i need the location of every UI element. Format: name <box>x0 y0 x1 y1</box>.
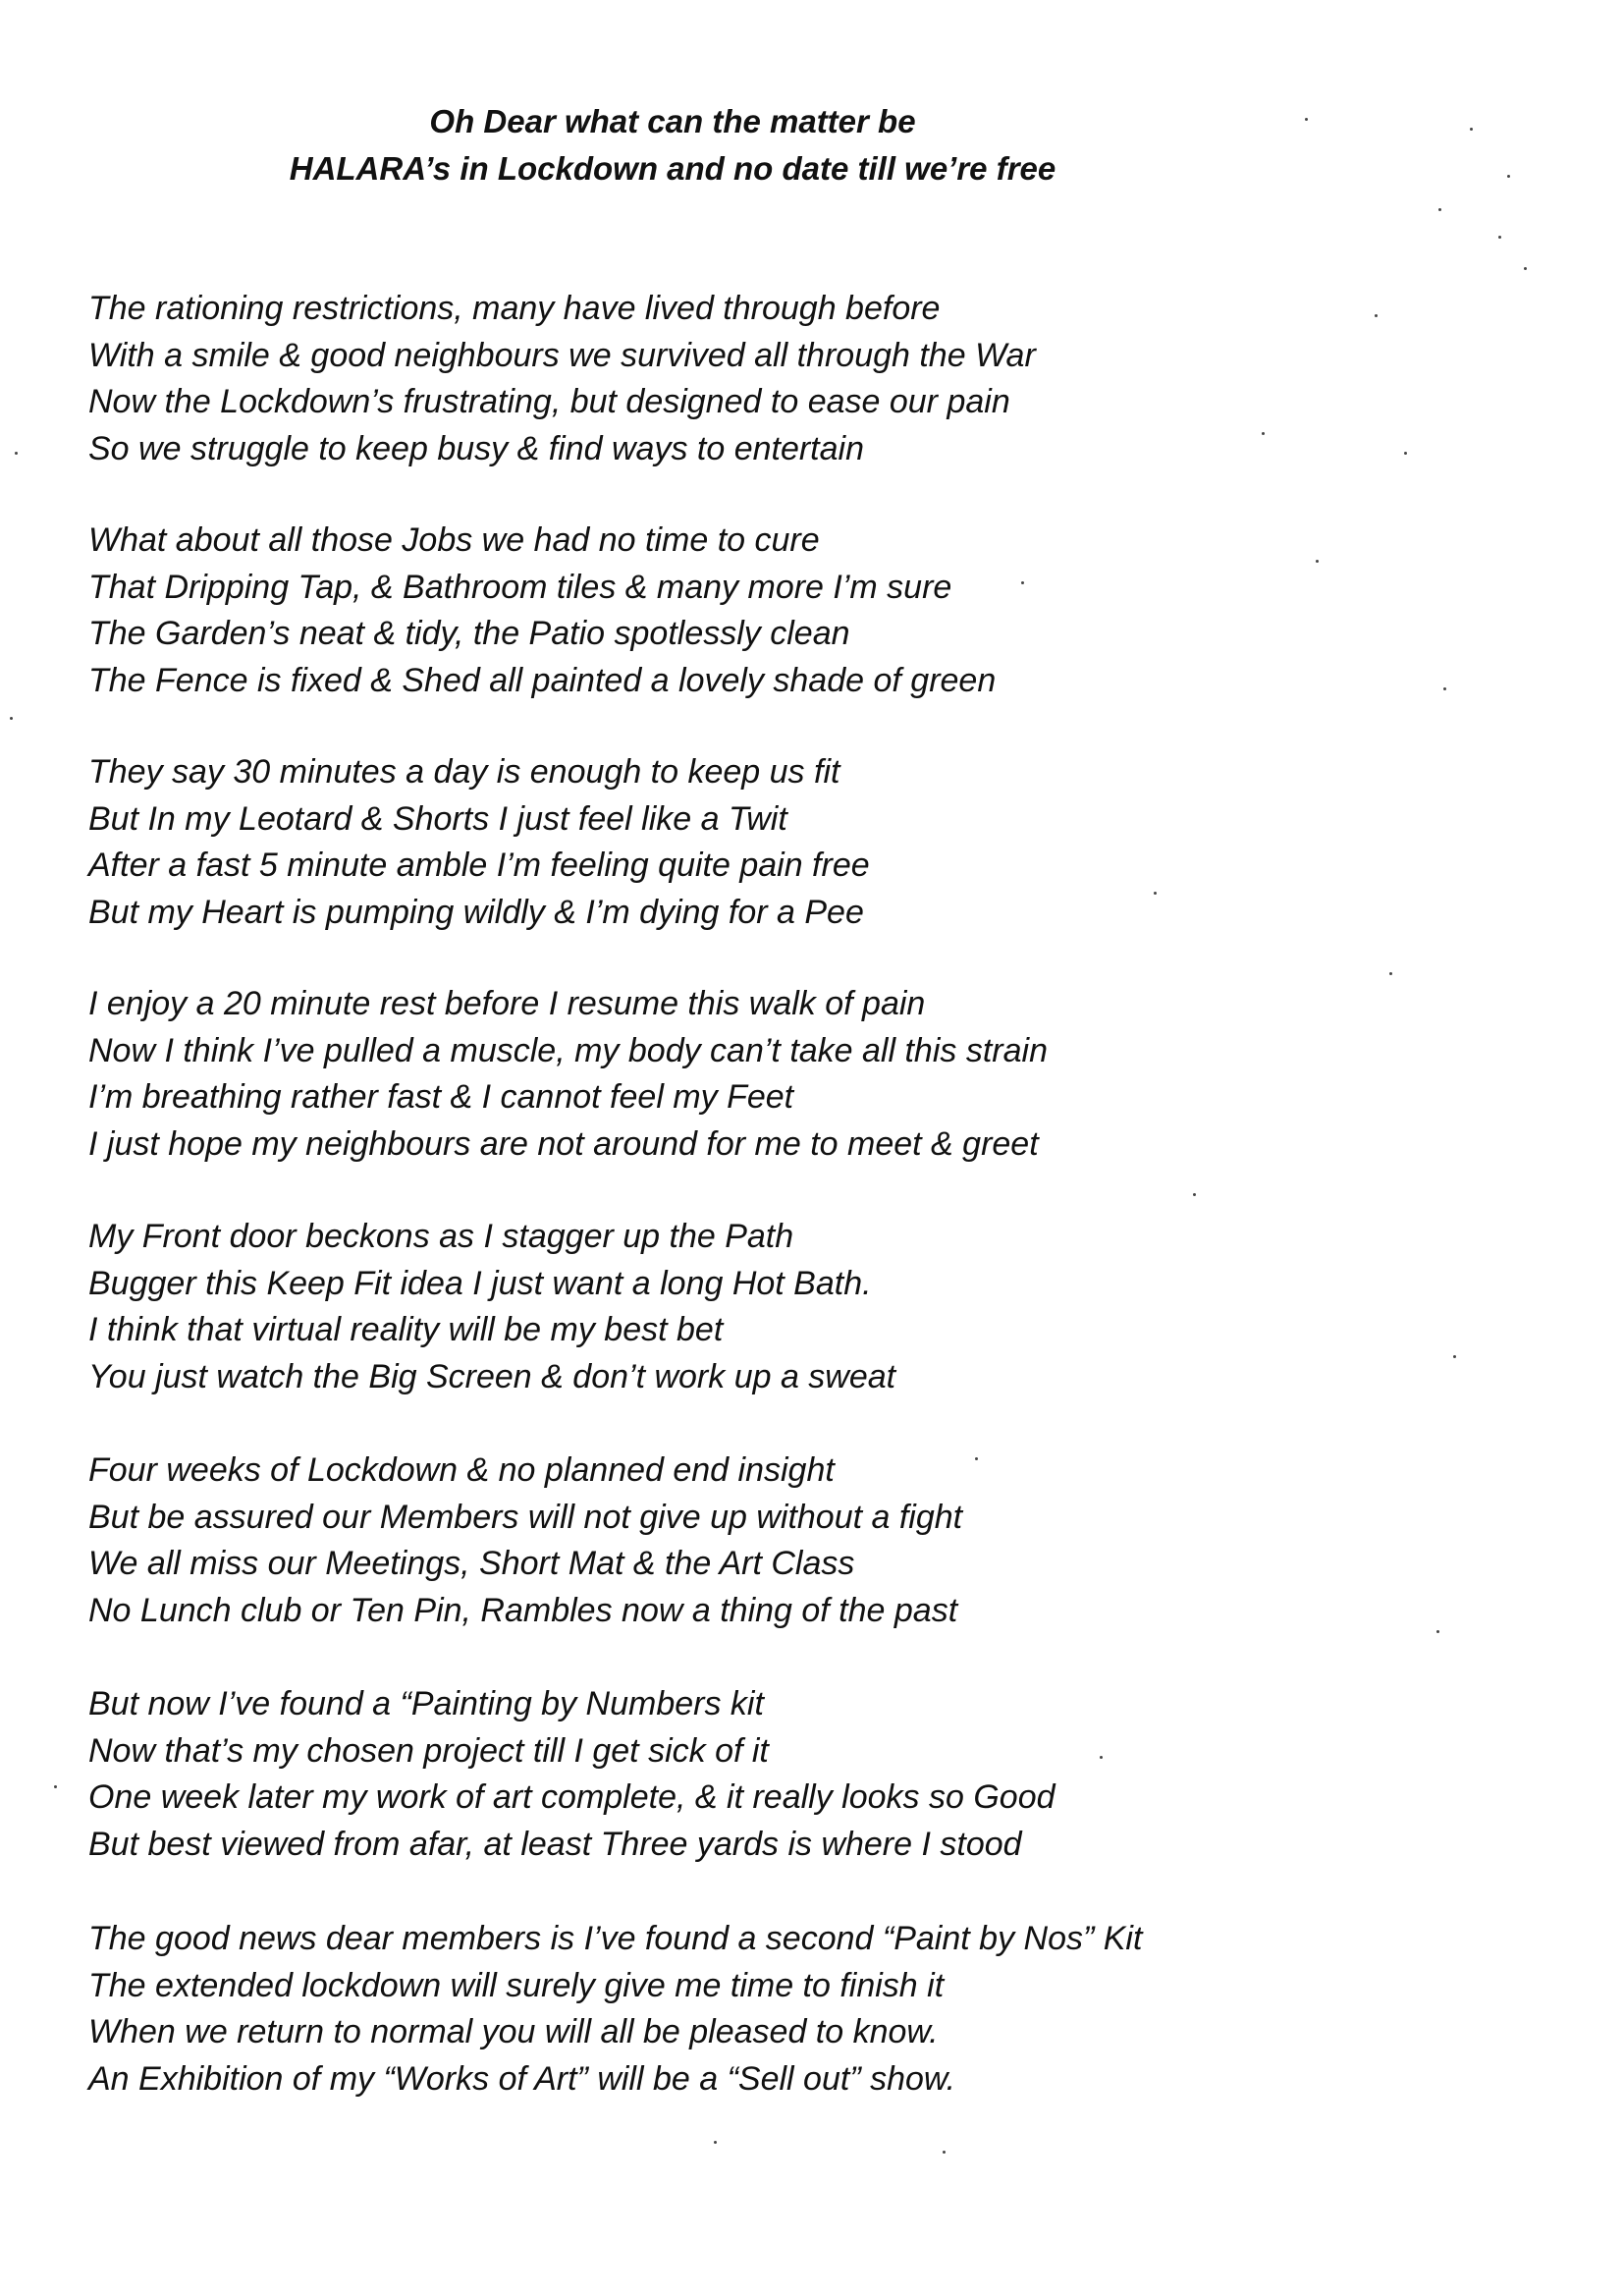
poem-line: But my Heart is pumping wildly & I’m dying for a Pee <box>88 893 864 931</box>
poem-line: No Lunch club or Ten Pin, Rambles now a thing of the past <box>88 1591 958 1629</box>
scan-speck <box>1436 1630 1439 1633</box>
scan-speck <box>714 2141 717 2144</box>
poem-line: So we struggle to keep busy & find ways to entertain <box>88 429 865 467</box>
poem-line: But best viewed from afar, at least Three yards is where I stood <box>88 1825 1022 1863</box>
poem-line: But In my Leotard & Shorts I just feel like a Twit <box>88 799 787 838</box>
scan-speck <box>1524 267 1527 270</box>
scan-speck <box>1021 581 1024 584</box>
poem-line: I enjoy a 20 minute rest before I resume this walk of pain <box>88 985 926 1022</box>
poem-line: What about all those Jobs we had no time to cure <box>88 521 820 559</box>
poem-line: After a fast 5 minute amble I’m feeling quite pain free <box>88 847 870 884</box>
poem-line: I’m breathing rather fast & I cannot feel my Feet <box>88 1078 794 1116</box>
scan-speck <box>1193 1193 1196 1196</box>
poem-line: That Dripping Tap, & Bathroom tiles & many more I’m sure <box>88 568 952 606</box>
poem-line: Bugger this Keep Fit idea I just want a long Hot Bath. <box>88 1264 872 1302</box>
poem-line: The rationing restrictions, many have lived through before <box>88 290 941 327</box>
title-line-2: HALARA’s in Lockdown and no date till we’re free <box>289 150 1056 187</box>
poem-line: Now I think I’ve pulled a muscle, my body can’t take all this strain <box>88 1031 1048 1069</box>
scan-speck <box>1375 314 1378 317</box>
poem-line: The extended lockdown will surely give me time to finish it <box>88 1966 945 2004</box>
stanza-6 <box>88 1448 962 1634</box>
poem-line: With a smile & good neighbours we survived all through the War <box>88 336 1036 374</box>
stanza-4 <box>88 981 1048 1168</box>
poem-line: The good news dear members is I’ve found a second “Paint by Nos” Kit <box>88 1920 1143 1957</box>
scan-speck <box>1100 1756 1103 1759</box>
poem-line: I just hope my neighbours are not around for me to meet & greet <box>88 1124 1039 1163</box>
scan-speck <box>1154 892 1157 895</box>
poem-line: An Exhibition of my “Works of Art” will be a “Sell out” show. <box>88 2059 956 2098</box>
stanza-8 <box>88 1916 1142 2103</box>
stanza-5 <box>88 1214 895 1400</box>
scan-speck <box>1498 236 1501 239</box>
poem-line: When we return to normal you will all be pleased to know. <box>88 2013 939 2050</box>
scan-speck <box>1404 452 1407 455</box>
scan-speck <box>943 2151 946 2154</box>
scan-speck <box>1316 560 1319 563</box>
scan-speck <box>1389 972 1392 975</box>
scan-speck <box>1305 118 1308 121</box>
poem-title <box>0 98 1345 192</box>
title-line-1: Oh Dear what can the matter be <box>429 103 916 139</box>
scan-speck <box>1438 208 1441 211</box>
scan-speck <box>1507 175 1510 178</box>
poem-line: Now the Lockdown’s frustrating, but designed to ease our pain <box>88 383 1010 420</box>
poem-line: But be assured our Members will not give up without a fight <box>88 1498 963 1536</box>
poem-line: One week later my work of art complete, & it really looks so Good <box>88 1778 1056 1816</box>
poem-line: Now that’s my chosen project till I get sick of it <box>88 1731 769 1770</box>
stanza-3 <box>88 749 870 936</box>
poem-line: Four weeks of Lockdown & no planned end insight <box>88 1451 835 1489</box>
stanza-7 <box>88 1681 1056 1868</box>
scan-speck <box>54 1785 57 1788</box>
scan-speck <box>1470 128 1473 131</box>
poem-line: But now I’ve found a “Painting by Numbers kit <box>88 1685 764 1722</box>
scan-speck <box>1262 432 1265 435</box>
scan-speck <box>10 717 13 720</box>
poem-line: You just watch the Big Screen & don’t work up a sweat <box>88 1357 896 1395</box>
stanza-1 <box>88 286 1036 472</box>
scan-speck <box>1453 1355 1456 1358</box>
poem-line: They say 30 minutes a day is enough to keep us fit <box>88 753 840 791</box>
scan-speck <box>1443 687 1446 690</box>
stanza-2 <box>88 518 996 704</box>
scan-speck <box>15 452 18 455</box>
poem-line: I think that virtual reality will be my best bet <box>88 1311 724 1348</box>
poem-line: My Front door beckons as I stagger up the Path <box>88 1218 794 1255</box>
poem-line: The Garden’s neat & tidy, the Patio spotlessly clean <box>88 615 850 652</box>
scan-speck <box>975 1457 978 1460</box>
poem-line: The Fence is fixed & Shed all painted a lovely shade of green <box>88 661 997 699</box>
poem-line: We all miss our Meetings, Short Mat & the Art Class <box>88 1545 855 1582</box>
